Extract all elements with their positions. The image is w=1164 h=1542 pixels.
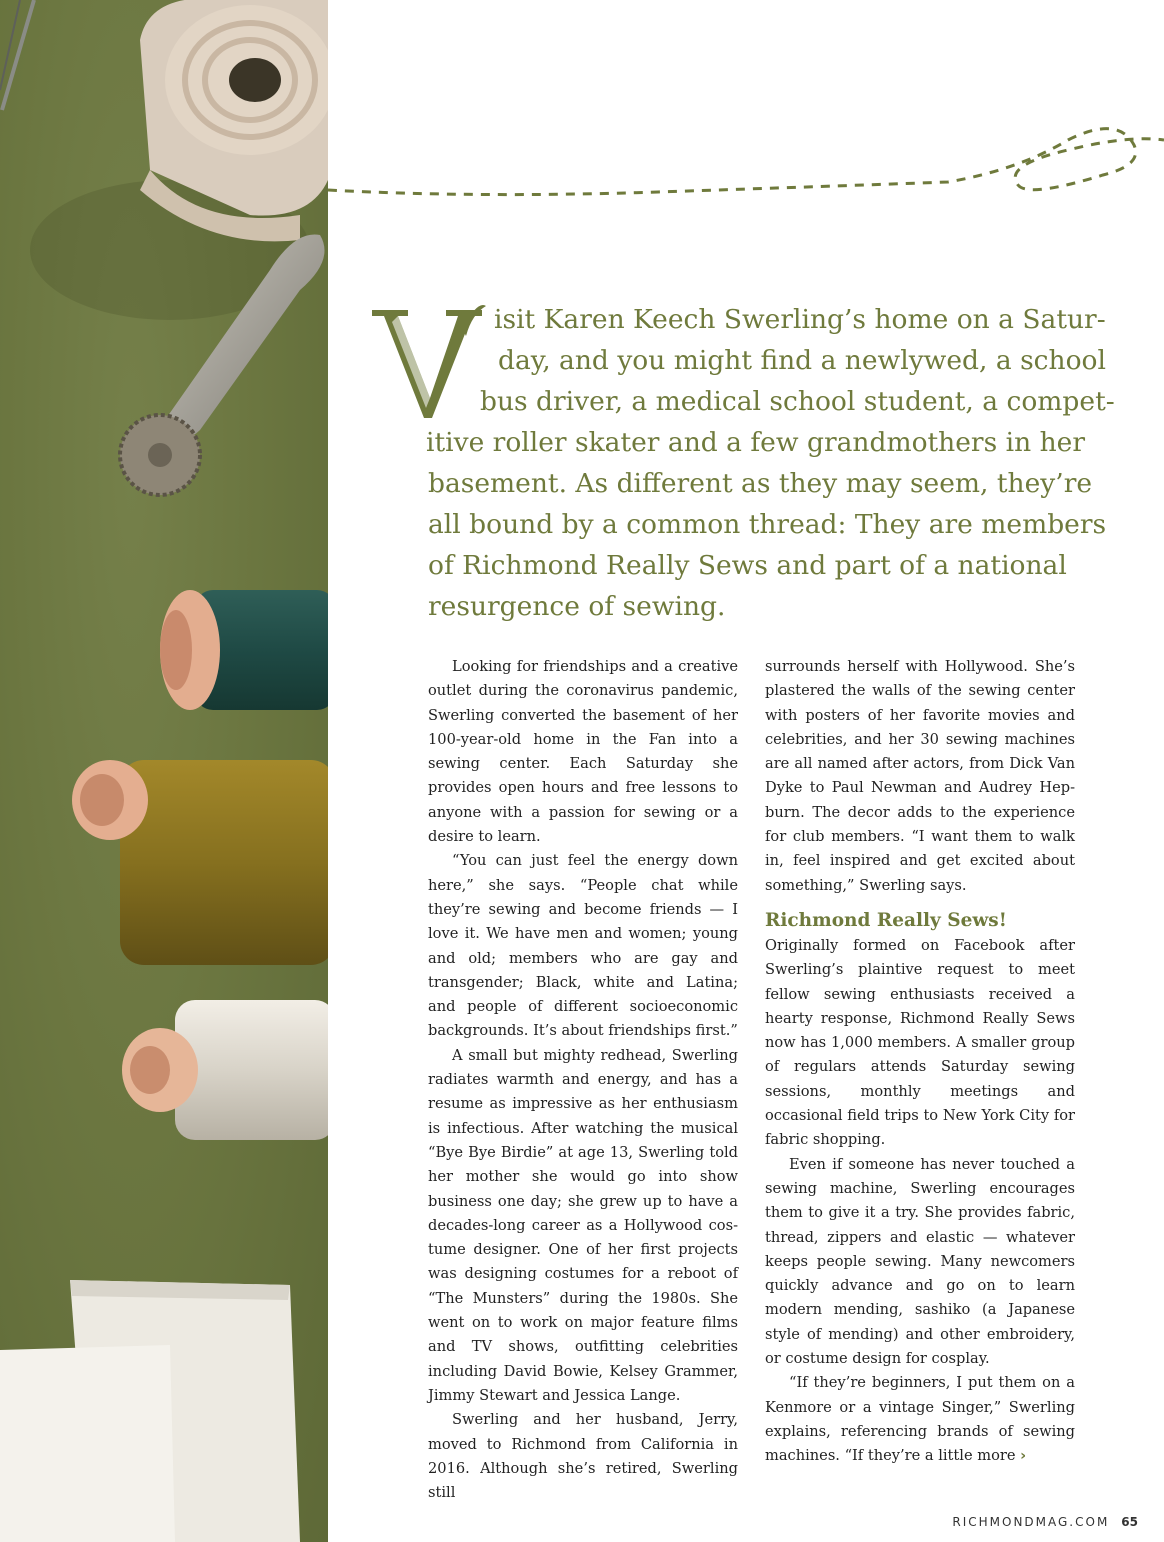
tailor-chalk-icon — [0, 1280, 300, 1542]
intro-line: day, and you might find a newlywed, a school — [498, 345, 1106, 376]
body-paragraph: A small but mighty redhead, Swerling radiates warmth and energy, and has a resume as impressive as her enthusiasm is infectious. After watching the musical “Bye Bye Birdie” at age 13, Swerling told her mother she would go into show business one day; she grew up to have a decades-long career as a Hollywood costume designer. One of her first projects was designing costumes for a reboot of “The Munsters” during the 1980s. She went on to work on major feature films and TV shows, outfitting celebrities including David Bowie, Kelsey Grammer, Jimmy Stewart and Jessica Lange. — [428, 1046, 738, 1404]
ivory-thread-spool-icon — [122, 1000, 328, 1140]
intro-line: isit Karen Keech Swerling’s home on a Satur- — [494, 304, 1106, 335]
body-paragraph: “You can just feel the energy down here,” she says. “People chat while they’re sewing and become friends — I love it. We have men and women; young and old; members who are gay and transgender; Black, white and Latina; and people of different socioeconomic backgrounds. It’s about friendships first.” — [428, 852, 738, 1040]
drop-cap-letter — [368, 300, 486, 420]
page-footer — [952, 1515, 1138, 1529]
body-column-left — [428, 655, 738, 1505]
body-paragraph: Looking for friendships and a creative outlet during the coronavirus pandemic, Swerling converted the basement of her 100-year-old home in the Fan into a sewing center. Each Saturday she provides open hours and free lessons to anyone with a passion for sewing or a desire to learn. — [428, 658, 738, 846]
gold-thread-spool-icon — [72, 760, 328, 965]
body-paragraph-continued: surrounds herself with Hollywood. She’s plastered the walls of the sewing center with posters of her favorite movies and celebrities, and her 30 sewing machines are all named after actors, from Dick Van Dyke to Paul Newman and Audrey Hepburn. The decor adds to the experience for club members. “I want them to walk in, feel inspired and get excited about something,” Swerling says. — [765, 658, 1075, 894]
intro-line: of Richmond Really Sews and part of a national — [428, 550, 1067, 581]
footer-site: RICHMONDMAG.COM — [952, 1515, 1110, 1529]
body-paragraph: Originally formed on Facebook after Swerling’s plaintive request to meet fellow sewing enthusiasts received a hearty response, Richmond Really Sews now has 1,000 members. A smaller group of regulars attends Saturday sewing sessions, monthly meetings and occasional field trips to New York City for fabric shopping. — [765, 936, 1075, 1149]
intro-line: basement. As different as they may seem, they’re — [428, 468, 1093, 499]
intro-line: bus driver, a medical school student, a compet- — [480, 386, 1115, 417]
body-column-right — [765, 655, 1075, 1469]
needle-icon — [0, 0, 34, 110]
body-paragraph — [765, 1371, 1075, 1468]
body-paragraph-text: “If they’re beginners, I put them on a Kenmore or a vintage Singer,” Swerling explains, referencing brands of sewing machines. “If they’re a little more — [765, 1374, 1075, 1465]
continue-arrow-icon: › — [1020, 1447, 1027, 1465]
photo-illustration — [0, 0, 328, 1542]
intro-line: itive roller skater and a few grandmothers in her — [426, 427, 1085, 458]
body-paragraph: Swerling and her husband, Jerry, moved to Richmond from California in 2016. Although she’s retired, Swerling still — [428, 1411, 738, 1502]
intro-line: resurgence of sewing. — [428, 591, 726, 622]
page-number: 65 — [1121, 1515, 1138, 1529]
cotton-tape-roll-icon — [140, 0, 328, 241]
teal-thread-spool-icon — [160, 590, 328, 710]
section-subhead: Richmond Really Sews! — [765, 909, 1007, 931]
sewing-supplies-photo — [0, 0, 328, 1542]
body-paragraph: Even if someone has never touched a sewing machine, Swerling encourages them to give it a try. She provides fabric, thread, zippers and elastic — whatever keeps people sewing. Many newcomers quickly advance and go on to learn modern mending, sashiko (a Japanese style of mending) and other embroidery, or costume design for cosplay. — [765, 1155, 1075, 1368]
intro-line: all bound by a common thread: They are members — [428, 509, 1107, 540]
dashed-thread-decoration — [328, 120, 1164, 230]
